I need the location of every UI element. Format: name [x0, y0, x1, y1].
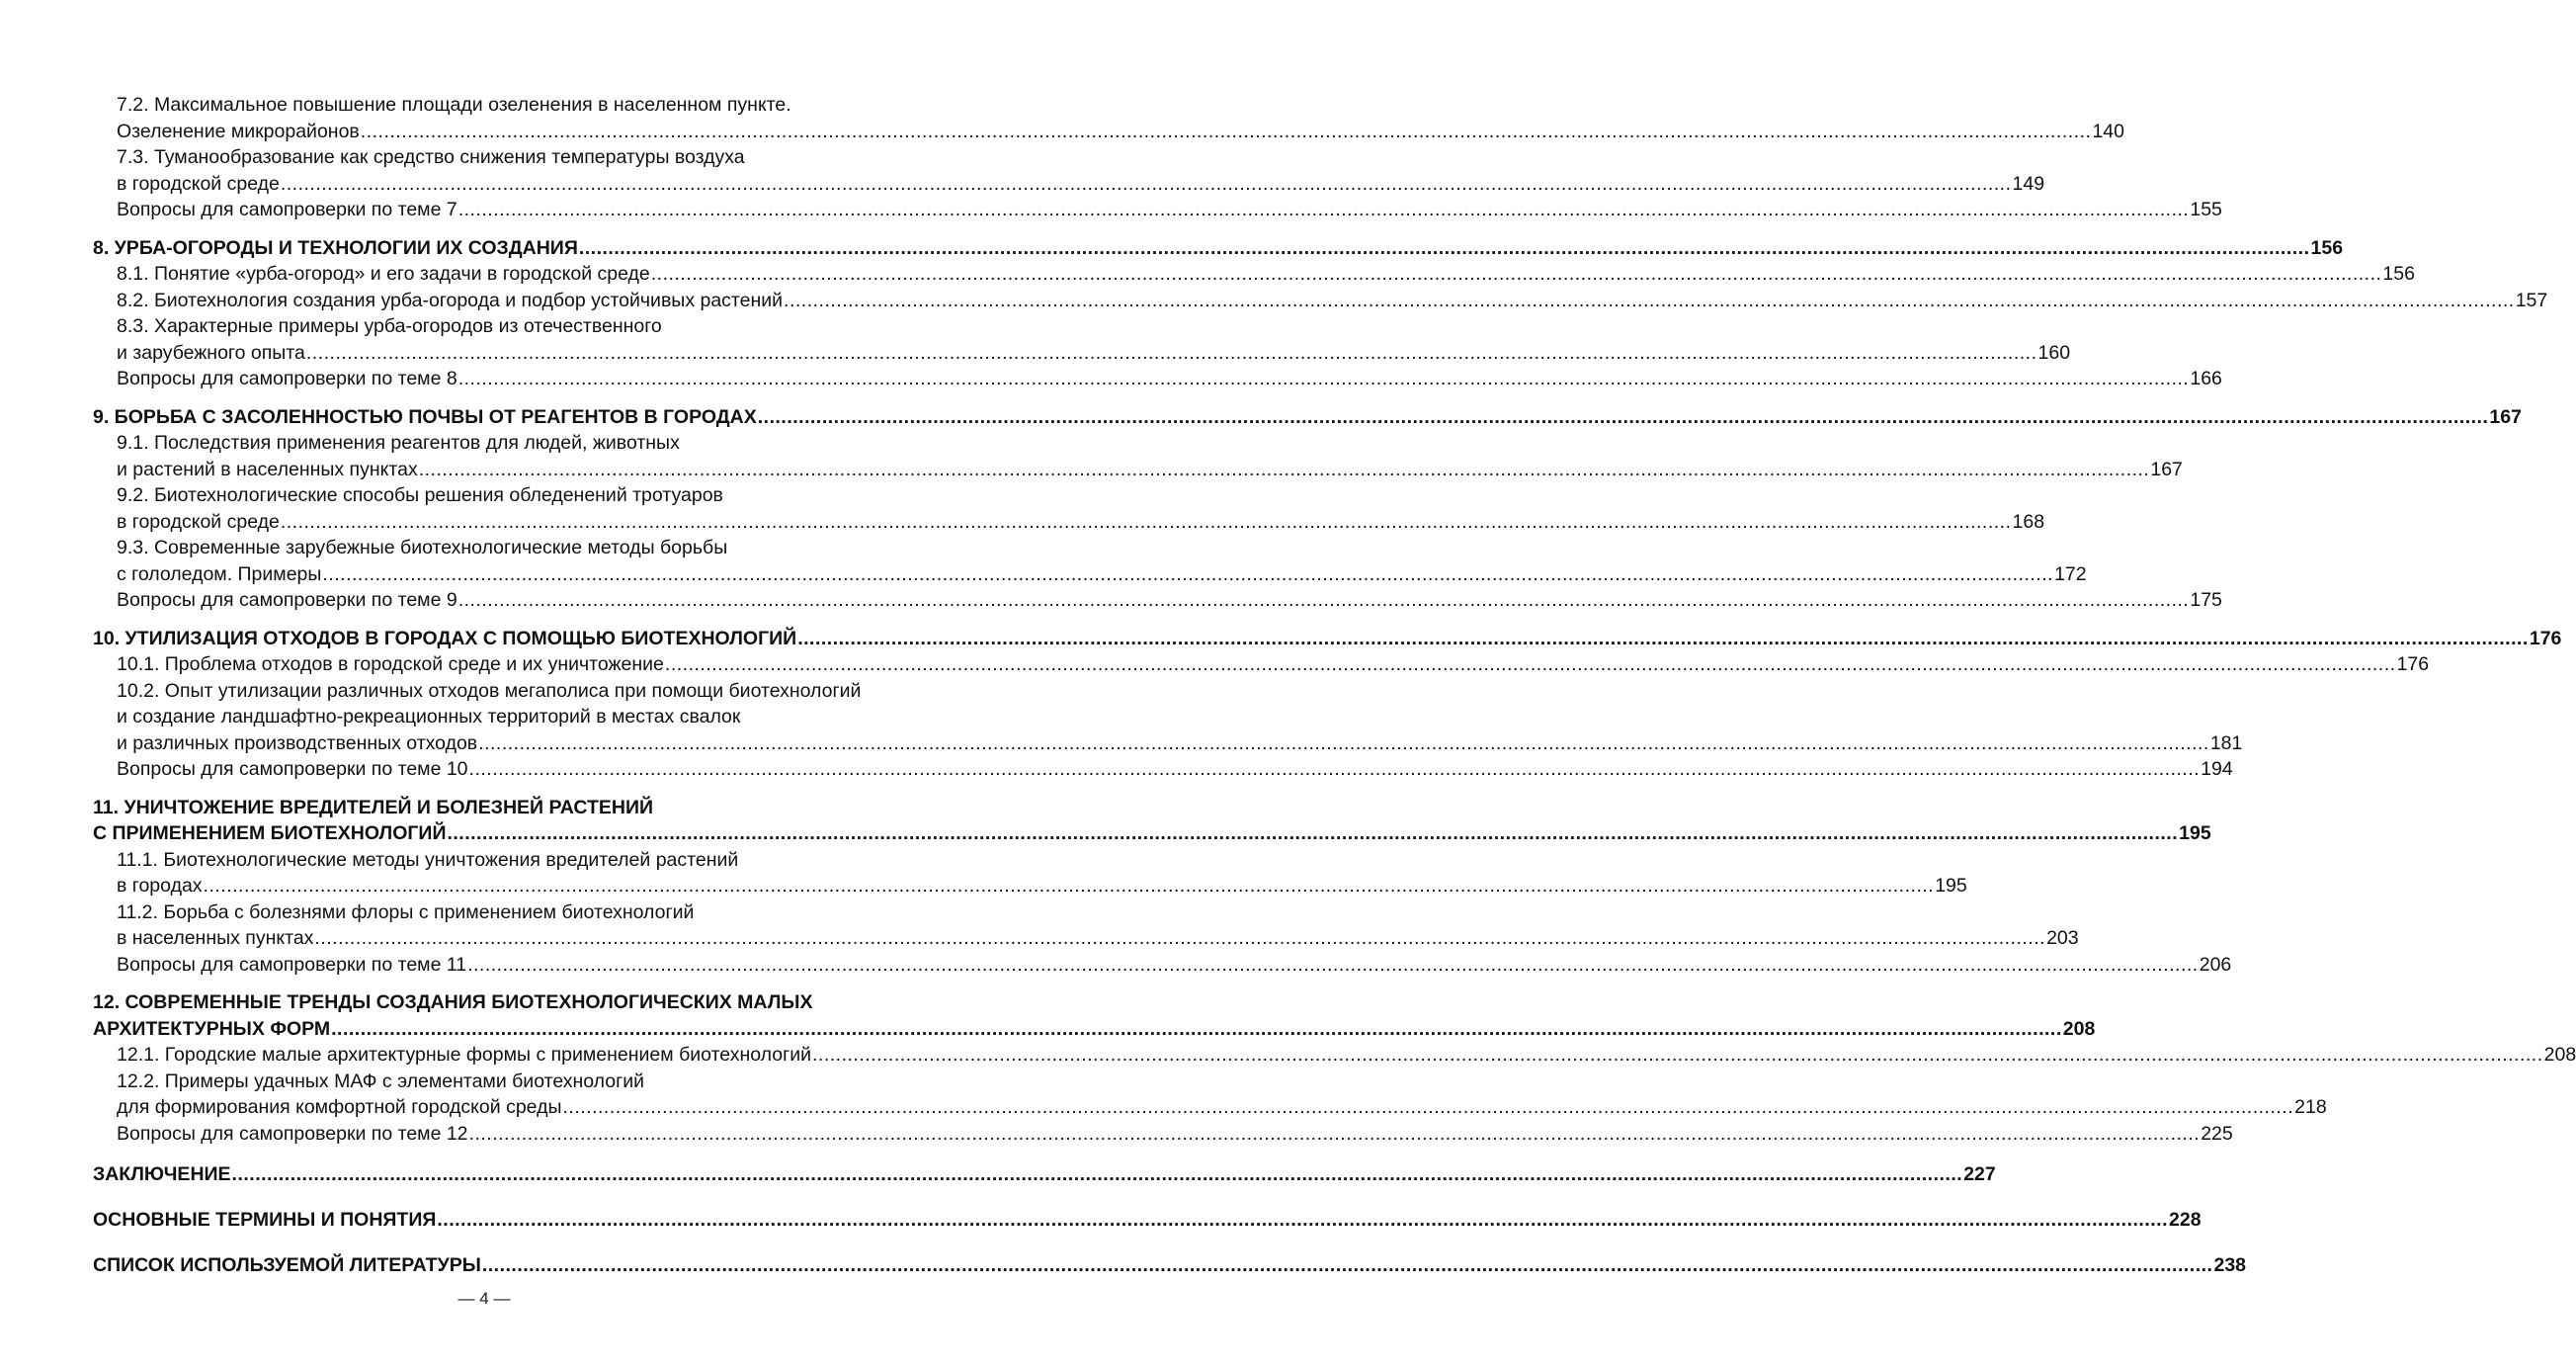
toc-entry	[93, 197, 2222, 223]
leader-dots	[467, 952, 2199, 979]
toc-entry-text: в городской среде	[117, 510, 280, 533]
leader-dots	[812, 1042, 2543, 1069]
chapter-page: 167	[2489, 405, 2522, 428]
toc-entry-text: 10.1. Проблема отходов в городской среде и их уничтожение	[117, 653, 664, 675]
leader-dots	[562, 1094, 2293, 1121]
toc-entry-page: 218	[2294, 1096, 2327, 1118]
leader-dots	[458, 197, 2190, 223]
toc-entry-text: 12.1. Городские малые архитектурные формы с применением биотехнологий	[117, 1044, 811, 1066]
chapter-title-text: ЗАКЛЮЧЕНИЕ	[93, 1162, 231, 1185]
toc-entry	[93, 119, 2124, 145]
toc-entry	[93, 952, 2232, 979]
toc-chapter-title	[93, 820, 2211, 847]
leader-dots	[447, 820, 2178, 847]
toc-entry-text: 9.1. Последствия применения реагентов для людей, животных	[117, 432, 680, 454]
toc-entry	[93, 704, 875, 730]
toc-entry	[93, 678, 875, 705]
toc-entry-page: 167	[2150, 458, 2183, 480]
leader-dots	[469, 1121, 2201, 1148]
toc-entry	[93, 366, 2222, 392]
leader-dots	[314, 925, 2045, 952]
leader-dots	[281, 509, 2012, 536]
toc-entry-page: 225	[2201, 1122, 2233, 1145]
toc-entry-text: 8.2. Биотехнология создания урба-огорода и подбор устойчивых растений	[117, 289, 784, 311]
chapter-title-text: 11. УНИЧТОЖЕНИЕ ВРЕДИТЕЛЕЙ И БОЛЕЗНЕЙ РАСТЕНИЙ	[93, 796, 653, 818]
toc-chapter-title	[93, 626, 2562, 652]
toc-entry-page: 181	[2209, 731, 2243, 754]
toc-chapter-title	[93, 989, 875, 1016]
toc-chapter-title	[93, 1161, 1996, 1188]
toc-entry-page: 172	[2054, 562, 2087, 585]
leader-dots	[579, 235, 2310, 262]
toc-chapter-title	[93, 1207, 2202, 1234]
chapter-title-text: С ПРИМЕНЕНИЕМ БИОТЕХНОЛОГИЙ	[93, 822, 447, 844]
toc-entry	[93, 899, 875, 926]
toc-entry-text: 10.2. Опыт утилизации различных отходов мегаполиса при помощи биотехнологий	[117, 679, 862, 702]
toc-entry-text: 7.3. Туманообразование как средство снижения температуры воздуха	[117, 146, 745, 168]
toc-entry	[93, 847, 875, 874]
toc-chapter-title	[93, 404, 2522, 431]
leader-dots	[482, 1252, 2213, 1279]
toc-entry-text: Вопросы для самопроверки по теме 12	[117, 1122, 468, 1145]
toc-entry-text: и создание ландшафтно-рекреационных территорий в местах свалок	[117, 706, 741, 728]
toc-entry	[93, 1121, 2233, 1148]
leader-dots	[419, 457, 2150, 483]
toc-entry-text: для формирования комфортной городской среды	[117, 1096, 562, 1118]
toc-entry	[93, 651, 2430, 678]
toc-chapter-title	[93, 795, 875, 821]
leader-dots	[458, 366, 2190, 392]
toc-entry	[93, 925, 2079, 952]
toc-entry-text: 9.3. Современные зарубежные биотехнологические методы борьбы	[117, 537, 728, 558]
toc-chapter-8	[93, 235, 2548, 392]
toc-entry-text: и растений в населенных пунктах	[117, 458, 418, 480]
toc-entry-text: Вопросы для самопроверки по теме 8	[117, 368, 457, 389]
toc-entry	[93, 1069, 875, 1095]
toc-entry-text: с гололедом. Примеры	[117, 562, 322, 585]
toc-entry-page: 140	[2092, 120, 2124, 142]
toc-chapter-10	[93, 626, 2562, 783]
leader-dots	[361, 119, 2092, 145]
toc-chapter-9	[93, 404, 2522, 614]
toc-entry-text: 8.1. Понятие «урба-огород» и его задачи в городской среде	[117, 263, 650, 285]
toc-entry-text: 11.1. Биотехнологические методы уничтожения вредителей растений	[117, 848, 739, 871]
chapter-title-text: ОСНОВНЫЕ ТЕРМИНЫ И ПОНЯТИЯ	[93, 1208, 437, 1231]
toc-entry	[93, 730, 2243, 757]
leader-dots	[204, 873, 1935, 899]
page-number: — 4 —	[457, 1289, 511, 1308]
toc-entry-page: 203	[2046, 927, 2079, 949]
toc-entry-page: 176	[2396, 653, 2430, 675]
toc-entry	[93, 509, 2045, 536]
leader-dots	[232, 1161, 1963, 1188]
leader-dots	[784, 288, 2515, 314]
leader-dots	[469, 756, 2201, 783]
toc-entry-page: 155	[2190, 199, 2222, 220]
toc-entry-text: Озеленение микрорайонов	[117, 120, 360, 142]
toc-entry-text: 9.2. Биотехнологические способы решения обледенений тротуаров	[117, 484, 723, 506]
toc-entry-text: и зарубежного опыта	[117, 341, 305, 364]
chapter-title-text: АРХИТЕКТУРНЫХ ФОРМ	[93, 1017, 331, 1040]
toc-entry	[93, 561, 2087, 588]
toc-entry	[93, 92, 875, 119]
toc-entry-page: 195	[1935, 875, 1967, 897]
toc-entry-page: 206	[2199, 953, 2232, 976]
toc-entry-text: 8.3. Характерные примеры урба-огородов из отечественного	[117, 315, 662, 337]
leader-dots	[478, 730, 2209, 757]
toc-entry	[93, 535, 875, 561]
toc-entry	[93, 144, 875, 171]
toc-entry-text: 11.2. Борьба с болезнями флоры с применением биотехнологий	[117, 900, 695, 923]
toc-entry	[93, 756, 2233, 783]
toc-terms	[93, 1202, 2202, 1238]
chapter-page: 228	[2169, 1208, 2202, 1231]
toc-entry	[93, 482, 875, 509]
toc-entry	[93, 261, 2415, 288]
leader-dots	[458, 587, 2190, 614]
toc-entry-text: и различных производственных отходов	[117, 731, 478, 754]
chapter-title-text: 8. УРБА-ОГОРОДЫ И ТЕХНОЛОГИИ ИХ СОЗДАНИЯ	[93, 236, 578, 259]
leader-dots	[665, 651, 2396, 678]
leader-dots	[797, 626, 2529, 652]
leader-dots	[437, 1207, 2168, 1234]
toc-entry-text: в городской среде	[117, 172, 280, 195]
toc-entry-text: 12.2. Примеры удачных МАФ с элементами биотехнологий	[117, 1070, 645, 1092]
chapter-page: 195	[2179, 822, 2211, 844]
toc-chapter-11	[93, 795, 2232, 979]
toc-entry	[93, 288, 2548, 314]
toc-entry-page: 157	[2515, 289, 2548, 311]
toc-entry	[93, 430, 875, 457]
chapter-page: 176	[2529, 627, 2562, 649]
toc-entry-page: 149	[2012, 172, 2045, 195]
toc-chapter-title	[93, 1016, 2096, 1043]
toc-entry-text: в населенных пунктах	[117, 927, 314, 949]
toc-entry	[93, 1094, 2327, 1121]
toc-entry	[93, 873, 1967, 899]
leader-dots	[651, 261, 2382, 288]
toc-conclusion	[93, 1156, 1996, 1192]
chapter-page: 156	[2310, 236, 2344, 259]
chapter-page: 208	[2062, 1017, 2096, 1040]
chapter-page: 238	[2213, 1253, 2247, 1276]
chapter-title-text: 10. УТИЛИЗАЦИЯ ОТХОДОВ В ГОРОДАХ С ПОМОЩЬЮ БИОТЕХНОЛОГИЙ	[93, 627, 797, 649]
toc-entry	[93, 313, 875, 340]
toc-entry-text: 7.2. Максимальное повышение площади озеленения в населенном пункте.	[117, 94, 791, 116]
leader-dots	[322, 561, 2053, 588]
toc-entry-page: 160	[2037, 341, 2071, 364]
chapter-page: 227	[1963, 1162, 1996, 1185]
toc-entry	[93, 171, 2045, 198]
toc-entry-page: 156	[2382, 263, 2415, 285]
toc-entry-text: Вопросы для самопроверки по теме 11	[117, 953, 467, 976]
toc-entry	[93, 1042, 2576, 1069]
toc-chapter-12	[93, 989, 2576, 1147]
leader-dots	[758, 404, 2489, 431]
toc-entry-page: 168	[2012, 510, 2045, 533]
leader-dots	[306, 340, 2037, 367]
leader-dots	[331, 1016, 2062, 1043]
toc-entry	[93, 340, 2071, 367]
chapter-title-text: СПИСОК ИСПОЛЬЗУЕМОЙ ЛИТЕРАТУРЫ	[93, 1253, 481, 1276]
toc-entry-text: Вопросы для самопроверки по теме 10	[117, 758, 468, 780]
chapter-title-text: 12. СОВРЕМЕННЫЕ ТРЕНДЫ СОЗДАНИЯ БИОТЕХНОЛОГИЧЕСКИХ МАЛЫХ	[93, 991, 813, 1013]
toc-entry	[93, 587, 2222, 614]
toc-entry-page: 175	[2190, 589, 2222, 611]
toc-chapter-title	[93, 235, 2344, 262]
toc-section-7-continued	[93, 92, 2222, 223]
toc-entry-text: Вопросы для самопроверки по теме 9	[117, 589, 457, 611]
toc-chapter-title	[93, 1252, 2247, 1279]
toc-entry-text: Вопросы для самопроверки по теме 7	[117, 199, 457, 220]
toc-references	[93, 1247, 2247, 1283]
toc-entry	[93, 457, 2183, 483]
table-of-contents	[93, 92, 2576, 1283]
leader-dots	[281, 171, 2012, 198]
toc-entry-text: в городах	[117, 875, 203, 897]
toc-entry-page: 194	[2201, 758, 2233, 780]
toc-entry-page: 208	[2543, 1044, 2576, 1066]
toc-entry-page: 166	[2190, 368, 2222, 389]
chapter-title-text: 9. БОРЬБА С ЗАСОЛЕННОСТЬЮ ПОЧВЫ ОТ РЕАГЕНТОВ В ГОРОДАХ	[93, 405, 757, 428]
